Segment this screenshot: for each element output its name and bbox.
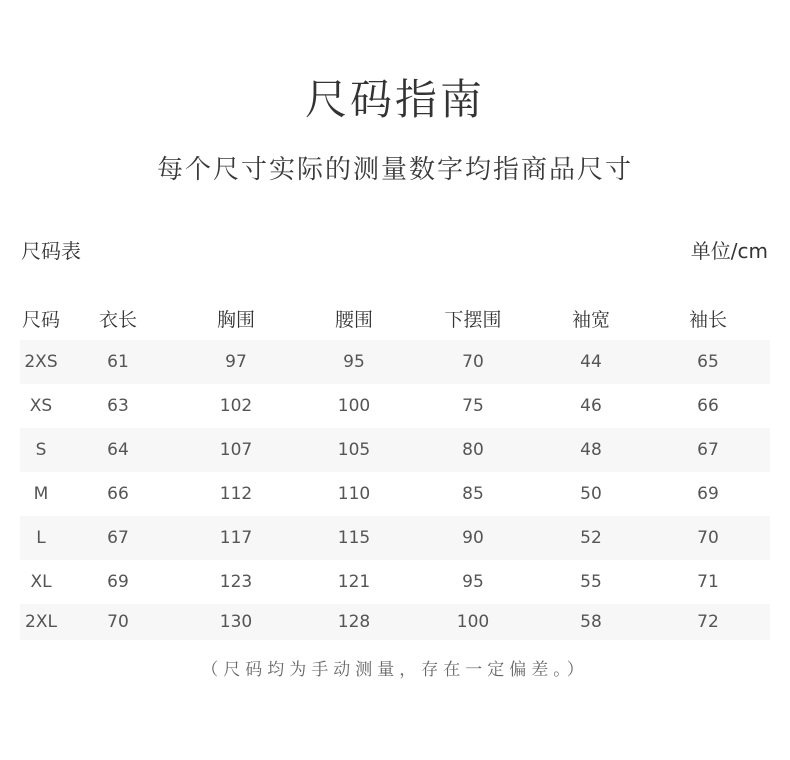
- cell-size: M: [33, 484, 49, 504]
- cell-hem: 75: [462, 396, 484, 416]
- cell-sleeve-length: 69: [697, 484, 719, 504]
- cell-length: 66: [107, 484, 129, 504]
- cell-waist: 110: [337, 484, 371, 504]
- cell-sleeve-length: 66: [697, 396, 719, 416]
- cell-hem: 80: [410, 428, 536, 472]
- cell-chest: 97: [174, 340, 298, 384]
- cell-sleeve-width: 55: [580, 572, 602, 592]
- header-sleeve-length: 袖长: [688, 308, 727, 331]
- cell-chest: 117: [174, 516, 298, 560]
- cell-waist: 105: [298, 428, 410, 472]
- cell-hem: 85: [462, 484, 484, 504]
- cell-length: 70: [62, 604, 174, 640]
- cell-length: 67: [62, 516, 174, 560]
- header-chest: 胸围: [216, 308, 255, 331]
- table-row: [20, 604, 770, 640]
- cell-size: S: [20, 428, 62, 472]
- cell-hem: 90: [410, 516, 536, 560]
- cell-length: 69: [107, 572, 129, 592]
- cell-sleeve-width: 48: [536, 428, 646, 472]
- measurement-note: （尺码均为手动测量，存在一定偏差。）: [201, 660, 589, 680]
- cell-sleeve-length: 72: [646, 604, 770, 640]
- cell-chest: 102: [219, 396, 253, 416]
- header-sleeve-width: 袖宽: [571, 308, 610, 331]
- size-table-label: 尺码表: [21, 239, 81, 263]
- cell-waist: 128: [298, 604, 410, 640]
- cell-sleeve-width: 58: [536, 604, 646, 640]
- cell-length: 63: [107, 396, 129, 416]
- cell-hem: 70: [410, 340, 536, 384]
- cell-chest: 123: [219, 572, 253, 592]
- cell-sleeve-width: 46: [580, 396, 602, 416]
- cell-chest: 130: [174, 604, 298, 640]
- table-row: [20, 516, 770, 560]
- header-hem: 下摆围: [444, 308, 502, 331]
- header-length: 衣长: [98, 308, 137, 331]
- table-row: [20, 384, 770, 428]
- cell-waist: 95: [298, 340, 410, 384]
- unit-label: 单位/cm: [690, 239, 768, 263]
- cell-sleeve-length: 65: [646, 340, 770, 384]
- cell-length: 64: [62, 428, 174, 472]
- size-table: [20, 296, 770, 640]
- cell-hem: 95: [462, 572, 484, 592]
- cell-waist: 121: [337, 572, 371, 592]
- cell-size: 2XL: [20, 604, 62, 640]
- page-title: 尺码指南: [304, 75, 485, 124]
- header-size: 尺码: [22, 308, 61, 331]
- table-row: [20, 472, 770, 516]
- cell-sleeve-width: 44: [536, 340, 646, 384]
- table-header-row: [20, 296, 770, 340]
- cell-size: 2XS: [20, 340, 62, 384]
- cell-waist: 115: [298, 516, 410, 560]
- cell-sleeve-length: 71: [697, 572, 719, 592]
- cell-size: XS: [29, 396, 53, 416]
- cell-hem: 100: [410, 604, 536, 640]
- cell-size: XL: [30, 572, 52, 592]
- cell-sleeve-width: 52: [536, 516, 646, 560]
- cell-chest: 107: [174, 428, 298, 472]
- cell-size: L: [20, 516, 62, 560]
- header-waist: 腰围: [334, 308, 373, 331]
- cell-sleeve-width: 50: [580, 484, 602, 504]
- page-subtitle: 每个尺寸实际的测量数字均指商品尺寸: [156, 155, 633, 185]
- cell-chest: 112: [219, 484, 253, 504]
- cell-waist: 100: [337, 396, 371, 416]
- cell-sleeve-length: 70: [646, 516, 770, 560]
- table-row: [20, 560, 770, 604]
- cell-length: 61: [62, 340, 174, 384]
- table-row: [20, 428, 770, 472]
- table-row: [20, 340, 770, 384]
- cell-sleeve-length: 67: [646, 428, 770, 472]
